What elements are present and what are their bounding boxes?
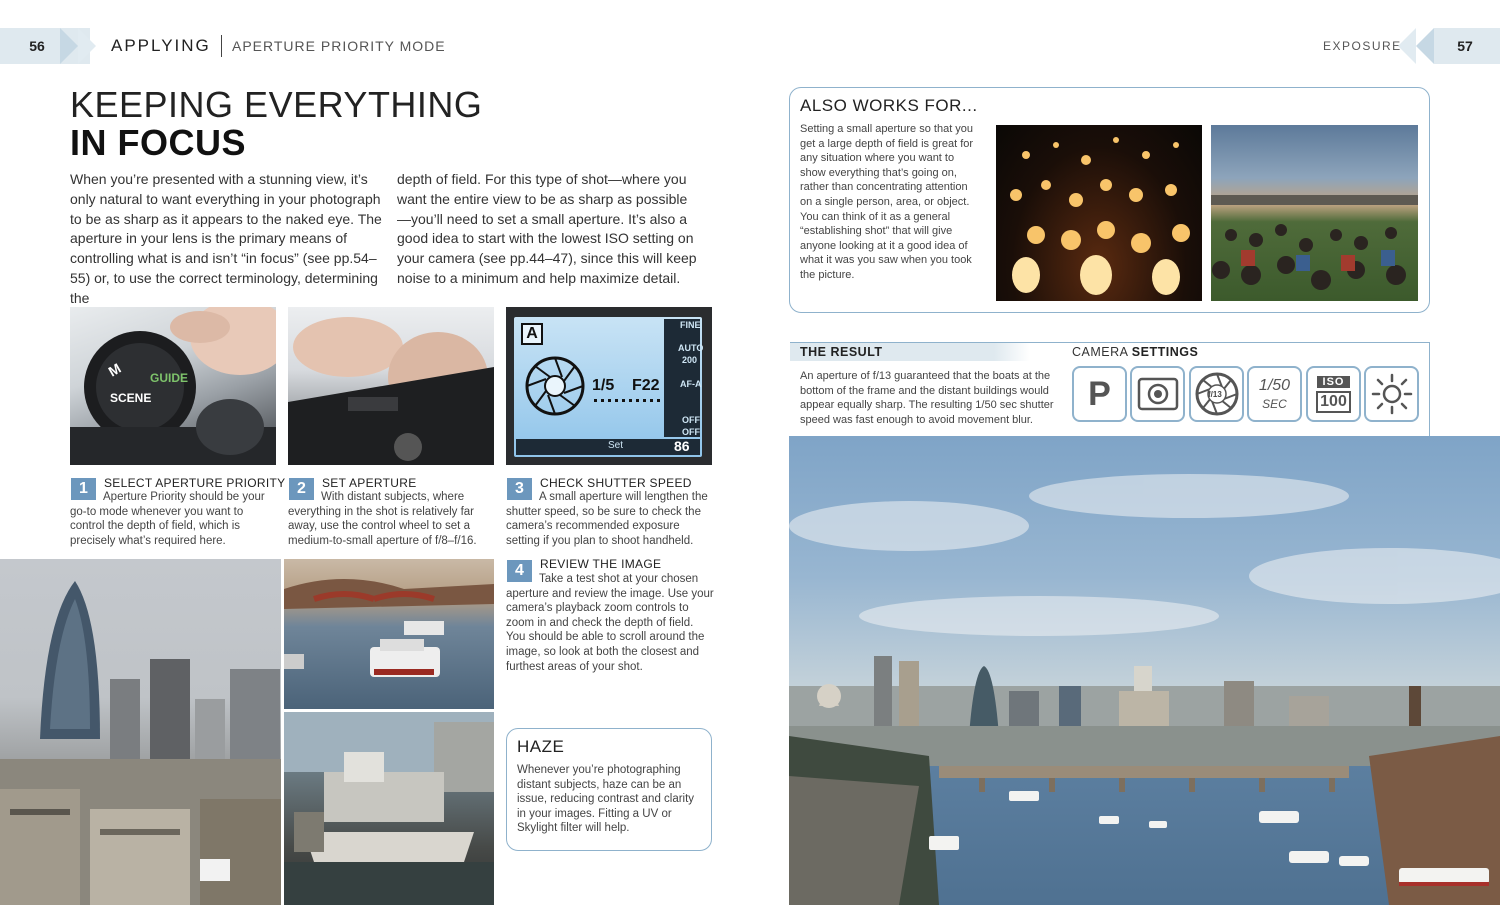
step3-number: 3	[507, 478, 532, 500]
camera-settings-label-bold: SETTINGS	[1131, 345, 1199, 359]
iso-icon	[1306, 366, 1361, 422]
lcd-display	[514, 317, 702, 457]
result-body: An aperture of f/13 guaranteed that the boats at the bottom of the frame and the distant buildings would appear equally sharp. The resulting 1/50 sec shutter speed was fast enough to avoid movement blur.	[800, 370, 1054, 426]
camera-settings-label-light: CAMERA	[1072, 345, 1128, 359]
aperture-icon	[1189, 366, 1244, 422]
section-label: APPLYING	[111, 36, 211, 55]
shutter-speed-value: 1/50	[1258, 377, 1291, 394]
header-divider	[221, 35, 222, 57]
svg-text:SCENE: SCENE	[110, 391, 152, 405]
lcd-exposure-scale	[594, 399, 666, 402]
right-section-label: EXPOSURE	[1323, 39, 1402, 53]
lcd-off1: OFF	[682, 415, 700, 425]
lcd-off2: OFF	[682, 427, 700, 437]
step2-photo-control-wheel	[288, 307, 494, 465]
lcd-mode: A	[521, 323, 543, 345]
lcd-aperture: F22	[632, 377, 660, 394]
step3-heading: CHECK SHUTTER SPEED	[540, 476, 692, 490]
photo-moored-boats-crop	[284, 712, 494, 905]
left-page-number: 56	[29, 38, 45, 54]
camera-settings-label	[1072, 345, 1198, 359]
step4-body: Take a test shot at your chosen aperture and review the image. Use your camera’s playback zoom controls to zoom in and check the depth of field. You should be able to scroll around the image, so look at both the closest and furthest areas of your shot.	[506, 573, 714, 673]
shutter-speed-unit: SEC	[1262, 397, 1287, 411]
step4-number: 4	[507, 560, 532, 582]
left-header-chevron	[60, 28, 78, 64]
step2-heading: SET APERTURE	[322, 476, 417, 490]
photo-river-boats-crop	[284, 559, 494, 709]
result-title: THE RESULT	[800, 345, 883, 359]
lcd-set: Set	[608, 440, 624, 451]
photo-sky-lanterns	[996, 125, 1202, 301]
step1-body: Aperture Priority should be your go-to mode whenever you want to control the depth of field, which is precisely what’s required here.	[70, 491, 265, 547]
metering-icon	[1130, 366, 1185, 422]
lcd-iso: 200	[682, 355, 698, 365]
shutter-speed-icon	[1247, 366, 1302, 422]
intro-column-1: When you’re presented with a stunning view, it’s only natural to want everything in your photograph to be as sharp as it appears to the naked eye. The aperture in your lens is the primary means of controlling what is and isn’t “in focus” (see pp.54–55) or, to use the correct terminology, determining the	[70, 171, 382, 306]
step3-body: A small aperture will lengthen the shutter speed, so be sure to check the camera’s recommended exposure setting if you plan to shoot handheld.	[506, 491, 708, 547]
svg-text:GUIDE: GUIDE	[150, 371, 189, 385]
program-mode-icon	[1072, 366, 1127, 422]
step1-heading: SELECT APERTURE PRIORITY	[104, 476, 286, 490]
subsection-label: APERTURE PRIORITY MODE	[232, 38, 446, 54]
page-title-line1: KEEPING EVERYTHING	[70, 84, 483, 125]
haze-body: Whenever you’re photographing distant subjects, haze can be an issue, reducing contrast and clarity in your images. Fitting a UV or Skylight filter will help.	[517, 764, 695, 835]
lcd-afa: AF-A	[680, 379, 702, 389]
step4-heading: REVIEW THE IMAGE	[540, 557, 662, 571]
daylight-white-balance-icon	[1364, 366, 1419, 422]
lcd-fine: FINE	[680, 320, 701, 330]
photo-city-skyline-crop	[0, 559, 281, 905]
program-mode-value: P	[1088, 374, 1111, 413]
iso-value: 100	[1316, 391, 1351, 413]
lcd-shutter: 1/5	[592, 377, 615, 394]
left-header-chevron-2	[78, 28, 96, 64]
lcd-auto: AUTO	[678, 343, 704, 353]
svg-text:M: M	[105, 359, 124, 380]
step2-number: 2	[289, 478, 314, 500]
lcd-aperture-icon	[524, 355, 586, 417]
right-header-chevron-2	[1416, 28, 1434, 64]
step1-number: 1	[71, 478, 96, 500]
photo-outdoor-crowd	[1211, 125, 1418, 301]
aperture-value: f/13	[1208, 390, 1222, 399]
page-title-line2: IN FOCUS	[70, 122, 247, 163]
also-works-body: Setting a small aperture so that you get a large depth of field is great for any situation where you want to show everything that’s going on, rather than concentrating attention on a single person, area, or object. You can think of it as a general “establishing shot” that will give anyone looking at it a good idea of what it was you saw when you took the picture.	[800, 123, 974, 281]
step1-photo-mode-dial	[70, 307, 276, 465]
step2-body: With distant subjects, where everything in the shot is relatively far away, use the control wheel to set a medium-to-small aperture of f/8–f/16.	[288, 491, 477, 547]
iso-label: ISO	[1317, 376, 1351, 388]
right-header-chevron	[1398, 28, 1416, 64]
photo-london-thames-result	[789, 436, 1500, 905]
intro-column-2: depth of field. For this type of shot—where you want the entire view to be as sharp as possible—you’ll need to set a small aperture. It’s also a good idea to start with the lowest ISO setting on your camera (see pp.44–47), since this will keep noise to a minimum and help maximize detail.	[397, 171, 697, 286]
also-works-title: ALSO WORKS FOR...	[800, 96, 978, 115]
haze-title: HAZE	[517, 737, 565, 756]
lcd-count: 86	[674, 438, 690, 454]
right-page-number: 57	[1457, 38, 1473, 54]
step3-photo-lcd-screen	[506, 307, 712, 465]
